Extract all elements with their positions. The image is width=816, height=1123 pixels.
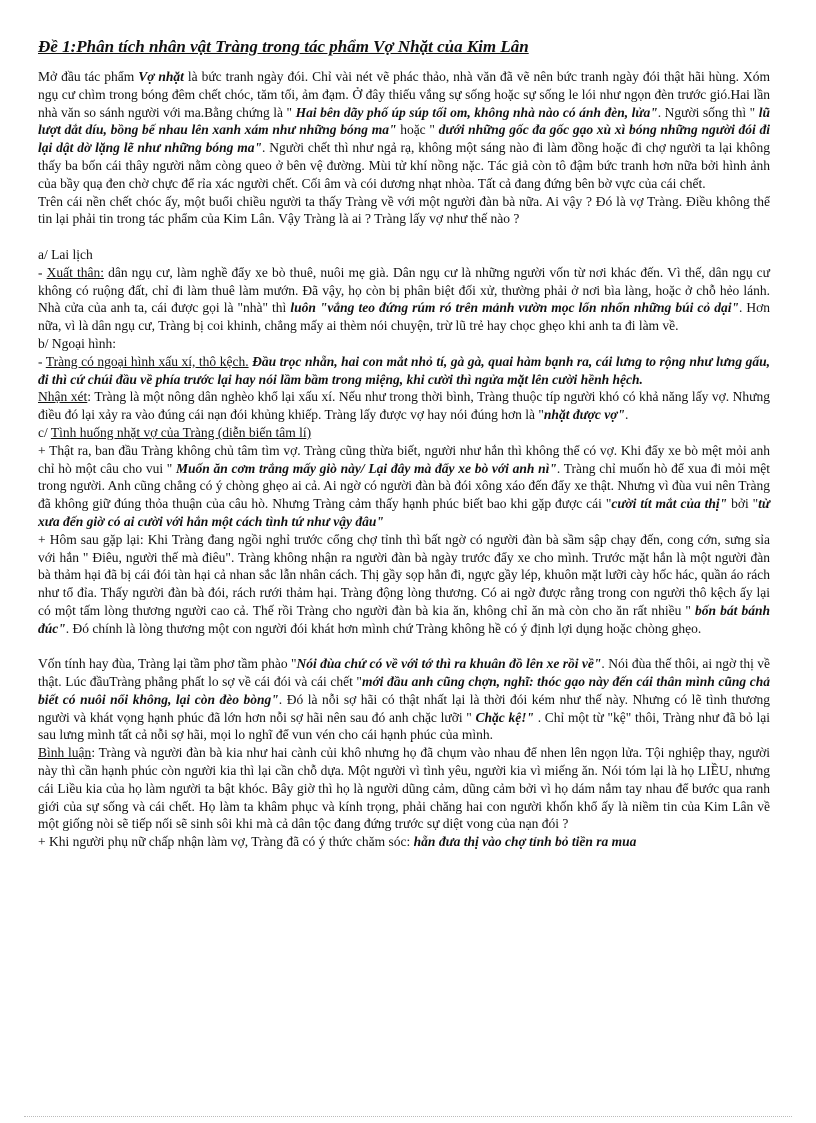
document-page <box>38 36 770 1116</box>
blank-line <box>38 638 770 656</box>
blank-line <box>38 228 770 246</box>
paragraph-intro: Mở đầu tác phẩm Vợ nhặt là bức tranh ngày đói. Chỉ vài nét vẽ phác thảo, nhà văn đã vẽ nên bức tranh ngày đói thật hãi hùng. Xóm ngụ cư chìm trong bóng đêm chết chóc, tăm tối, ảm đạm. Ở đây thiếu vắng sự sống hoặc sự sống le lói như ngọn đèn trước gió.Hai lần nhà văn so sánh người với ma.Bằng chứng là " Hai bên dãy phố úp súp tối om, không nhà nào có ánh đèn, lửa". Người sống thì " lũ lượt dắt díu, bồng bế nhau lên xanh xám như những bóng ma" hoặc " dưới những gốc đa gốc gạo xù xì bóng những người đói đi lại dật dờ lặng lẽ như những bóng ma". Người chết thì như ngả rạ, không một sáng nào đi làm đồng hoặc đi chợ người ta lại không thấy ba bốn cái thây người nằm còng queo ở bên vệ đường. Mùi tử khí nồng nặc. Tác giả còn tô đậm bức tranh hơn nữa bởi hình ảnh của bầy quạ đen chờ chực để rỉa xác người chết. Cối âm và cói dương nhạt nhòa. Tất cả đang đứng bên bờ vực của cái chết. <box>38 69 771 191</box>
paragraph-care: + Khi người phụ nữ chấp nhận làm vợ, Tràng đã có ý thức chăm sóc: hẵn đưa thị vào chợ tỉnh bỏ tiền ra mua <box>38 834 637 850</box>
section-heading-a: a/ Lai lịch <box>38 246 93 262</box>
paragraph-question: Trên cái nền chết chóc ấy, một buổi chiều người ta thấy Tràng về với một người đàn bà nữa. Ai vậy ? Đó là vợ Tràng. Điều không thể tin lại phải tin trong tác phẩm của Kim Lân. Vậy Tràng là ai ? Tràng lấy vợ như thế nào ? <box>38 193 770 227</box>
paragraph-joke: Vốn tính hay đùa, Tràng lại tầm phơ tầm phào "Nói đùa chứ có về với tớ thì ra khuân đồ lên xe rồi về". Nói đùa thế thôi, ai ngờ thị về thật. Lúc đầuTràng phẳng phất lo sợ về cái đói và cái chết "mới đầu anh cũng chợn, nghĩ: thóc gạo này đến cái thân mình cũng chả biết có nuôi nổi không, lại còn đèo bòng". Đó là nỗi sợ hãi có thật nhất lại là thời đói kém như thế này. Nhưng có lẽ tình thương người và khát vọng hạnh phúc đã lớn hơn nỗi sợ hãi nên sau đó anh chặc lưỡi " Chặc kệ!" . Chỉ một từ "kệ" thôi, Tràng như đã bỏ lại sau lưng mình tất cả nỗi sợ hãi, mọi lo nghĩ để vun vén cho cái hạnh phúc của mình. <box>38 656 770 743</box>
paragraph-first-meeting: + Thật ra, ban đầu Tràng không chủ tâm tìm vợ. Tràng cũng thừa biết, người như hắn thì không thể có vợ. Khi đẩy xe bò mệt mỏi anh chỉ hò một câu cho vui " Muốn ăn cơm trắng mấy giò này/ Lại đây mà đẩy xe bò với anh nì". Tràng chỉ muốn hò để xua đi mỏi mệt trong người. Anh cũng chẳng có ý chòng ghẹo ai cả. Ai ngờ có người đàn bà đói xông xáo đến đẩy xe thật. Nhưng vì đùa vui nên Tràng đã không giữ đúng thỏa thuận của câu hò. Nhưng Tràng cảm thấy hạnh phúc biết bao khi gặp được cái "cười tít mắt của thị" bởi "từ xưa đến giờ có ai cười với hắn một cách tình tứ như vậy đâu" <box>38 442 770 529</box>
document-title: Đề 1:Phân tích nhân vật Tràng trong tác phẩm Vợ Nhặt của Kim Lân <box>38 37 529 56</box>
section-heading-b: b/ Ngoại hình: <box>38 335 116 351</box>
section-heading-c: c/ Tình huống nhặt vợ của Tràng (diễn biến tâm lí) <box>38 424 312 440</box>
paragraph-origin: - Xuất thân: dân ngụ cư, làm nghề đẩy xe bò thuê, nuôi mẹ già. Dân ngụ cư là những người vốn từ nơi khác đến. Vì thế, dân ngụ cư không có ruộng đất, chỉ đi làm thuê làm mướn. Đã vậy, họ còn bị phân biệt đối xử, thường phải ở nơi bìa làng, hoặc ở chỗ hẻo lánh. Nhà cửa của anh ta, cái được gọi là "nhà" thì luôn "vắng teo đứng rúm ró trên mảnh vườn mọc lổn nhổn những búi cỏ dại". Hơn nữa, vì là dân ngụ cư, Tràng bị coi khinh, chẳng mấy ai thèm nói chuyện, trừ lũ trẻ hay chọc ghẹo khi anh ta đi làm về. <box>38 264 770 334</box>
paragraph-appearance: - Tràng có ngoại hình xấu xí, thô kệch. Đầu trọc nhẵn, hai con mắt nhỏ tí, gà gà, quai hàm bạnh ra, cái lưng to rộng như lưng gấu, đi thì cứ chúi đầu về phía trước lại hay nói lầm bầm trong miệng, khi cười thì ngửa mặt lên cười hềnh hệch. <box>38 353 770 387</box>
paragraph-remark: Nhận xét: Tràng là một nông dân nghèo khổ lại xấu xí. Nếu như trong thời bình, Tràng thuộc típ người khó có khả năng lấy vợ. Nhưng điều đó lại xảy ra vào đúng cái nạn đói khủng khiếp. Tràng lấy được vợ hay nói đúng hơn là "nhặt được vợ". <box>38 389 771 423</box>
paragraph-commentary: Bình luận: Tràng và người đàn bà kia như hai cành củi khô nhưng họ đã chụm vào nhau để nhen lên ngọn lửa. Tội nghiệp thay, người này thì cần hạnh phúc còn người kia thì lại cần chỗ dựa. Một người vì tình yêu, người kia vì miếng ăn. Nói tóm lại là họ LIỀU, nhưng cái Liều kia của họ làm người ta bật khóc. Bây giờ thì họ là người dũng cảm, dũng cảm bởi vì họ dám nắm tay nhau để bước qua ranh giới của sự sống và cái chết. Họ làm ta khâm phục và kính trọng, phải chăng hai con người khốn khổ ấy là niềm tin của Kim Lân về một giống nòi sẽ tiếp nối sẽ sinh sôi khi mà cả dân tộc đang đứng trước sự diệt vong của nạn đói ? <box>38 745 771 832</box>
page-bottom-rule <box>24 1116 792 1117</box>
paragraph-second-meeting: + Hôm sau gặp lại: Khi Tràng đang ngồi nghỉ trước cổng chợ tỉnh thì bất ngờ có người đàn bà sầm sập chạy đến, cong cớn, sưng sỉa với hắn " Điêu, người thế mà điêu". Tràng không nhận ra người đàn bà ngày trước đẩy xe cho mình. Trước mặt hắn là một người đàn bà thảm hại đã bị cái đói tàn hại cả nhan sắc lẫn nhân cách. Thị gầy sọp hẳn đi, ngực gầy lép, khuôn mặt lưỡi cày hốc hác, quần áo rách như tổ đỉa. Thấy người đàn bà đói, rách rưới thảm hại. Tràng động lòng thương. Có ai ngờ được rằng trong con người thô kệch ấy lại có một tấm lòng thương người cao cả. Thế rồi Tràng cho người đàn bà kia ăn, không chỉ ăn mà còn cho ăn rất nhiều " bốn bát bánh đúc". Đó chính là lòng thương một con người đói khát hơn mình chứ Tràng không hề có ý định lợi dụng hoặc chòng ghẹo. <box>38 531 770 636</box>
